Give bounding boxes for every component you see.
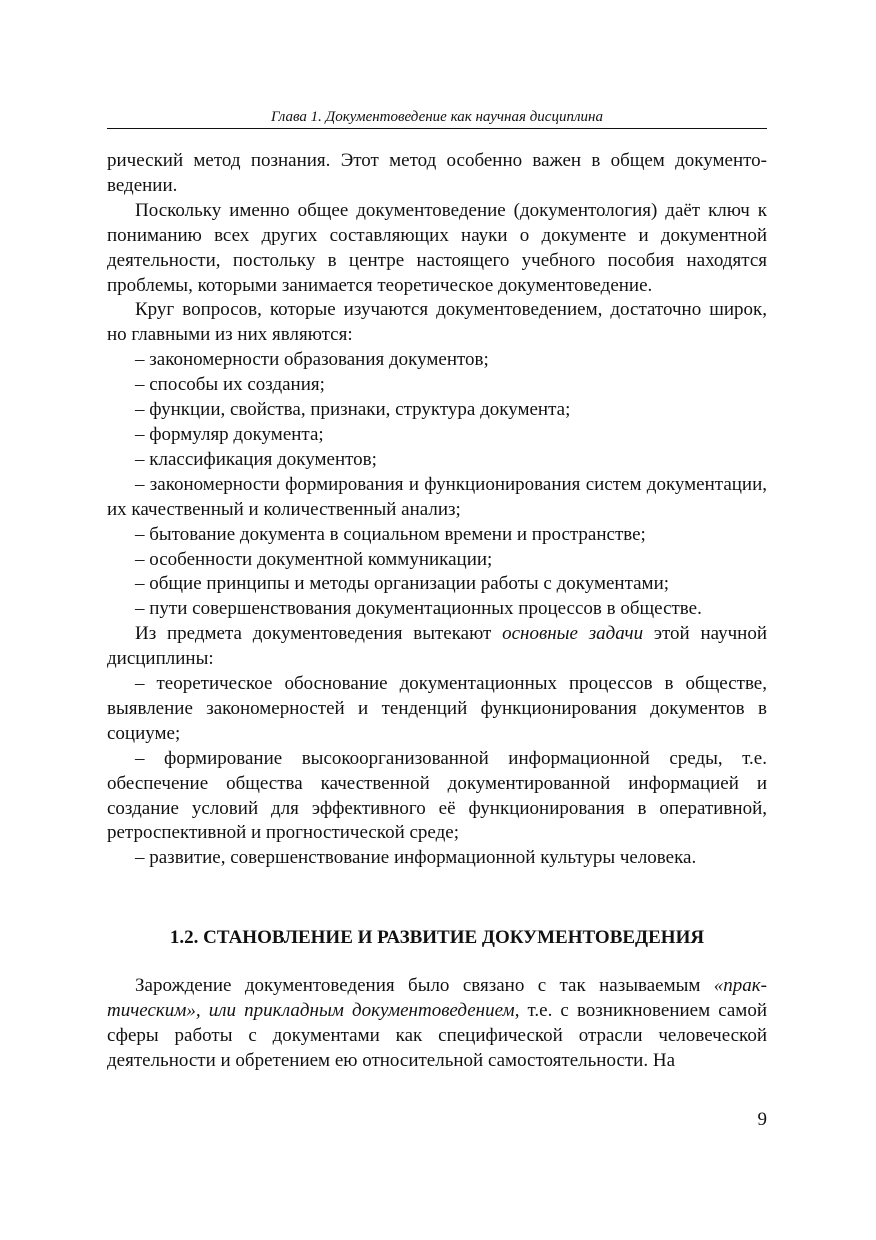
page-number: 9: [757, 1109, 767, 1130]
paragraph: [107, 622, 767, 672]
section-body: [107, 974, 767, 1074]
paragraph: Круг вопросов, которые изучаются документоведением, достаточно широк, но главными из них являются:: [107, 299, 767, 346]
list-item: – бытование документа в социальном времени и пространстве;: [135, 523, 646, 545]
section-heading: 1.2. СТАНОВЛЕНИЕ И РАЗВИТИЕ ДОКУМЕНТОВЕДЕНИЯ: [169, 927, 705, 948]
header-rule: [107, 128, 767, 129]
list-item: – развитие, совершенствование информационной культуры человека.: [135, 847, 697, 869]
paragraph: [107, 974, 767, 1074]
text-run: этой научной дисциплины:: [107, 623, 768, 670]
list-item: – формуляр документа;: [135, 423, 324, 445]
emphasis: основные задачи: [502, 623, 644, 645]
list-item: – классификация документов;: [135, 448, 377, 470]
list-item: – теоретическое обоснование документационных процессов в обществе, выявление закономерностей и тенденций функционирования документов в социуме;: [107, 673, 767, 744]
list-item: – закономерности образования документов;: [135, 349, 489, 371]
list-item: – способы их создания;: [135, 374, 325, 396]
text-run: , т.е. с возникновением самой сферы работы с документами как специфической отрасли человеческой деятельности и обретением ею относительной самостоятельности. На: [107, 999, 767, 1071]
text-run: Зарождение документоведения было связано с так называемым: [135, 975, 714, 996]
list-item: – пути совершенствования документационных процессов в обществе.: [135, 598, 702, 620]
list-item: – особенности документной коммуникации;: [135, 548, 493, 570]
paragraph: рический метод познания. Этот метод особенно важен в общем документоведении.: [107, 150, 767, 196]
list-item: – формирование высокоорганизованной информационной среды, т.е. обеспечение общества качественной документированной информацией и создание условий для эффективного её функционирования в оперативной, ретроспективной и прогностической среде;: [107, 747, 767, 844]
emphasis: «практическим», или прикладным документоведением: [107, 975, 767, 1021]
text-run: Из предмета документоведения вытекают: [135, 623, 503, 645]
list-item: – общие принципы и методы организации работы с документами;: [135, 573, 670, 595]
body-text: [107, 149, 767, 871]
paragraph: Поскольку именно общее документоведение (документология) даёт ключ к пониманию всех других составляющих науки о документе и документной деятельности, постольку в центре настоящего учебного пособия находятся проблемы, которыми занимается теоретическое документоведение.: [107, 199, 767, 296]
running-header: Глава 1. Документоведение как научная дисциплина: [271, 109, 603, 125]
list-item: – закономерности формирования и функционирования систем документации, их качественный и количественный анализ;: [107, 473, 767, 520]
list-item: – функции, свойства, признаки, структура документа;: [135, 399, 571, 421]
